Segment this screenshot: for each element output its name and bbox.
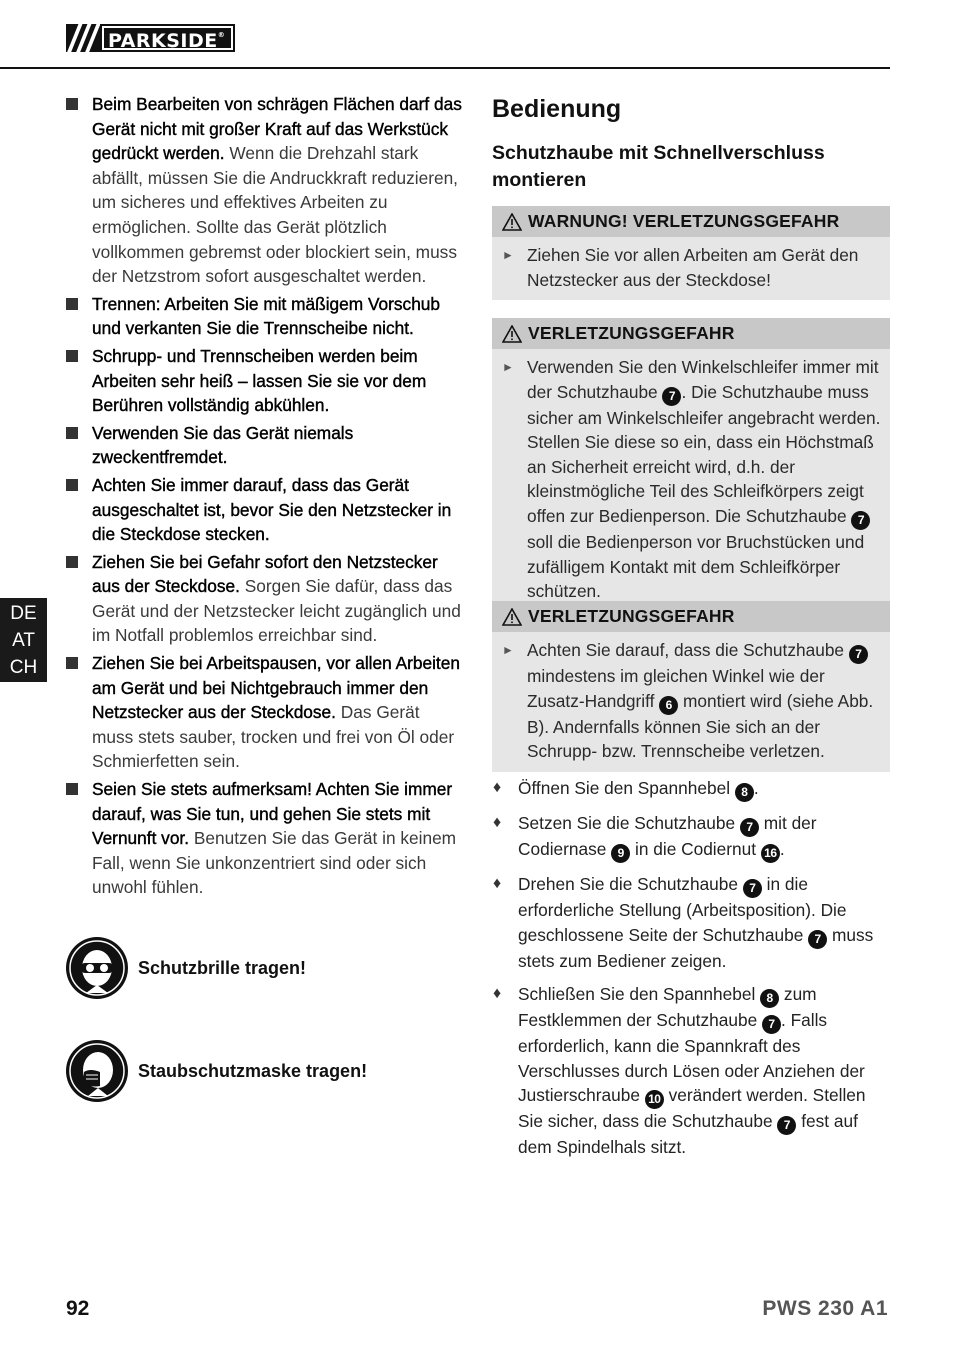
part-number-badge: 7 <box>849 645 868 664</box>
logo-slashes-icon <box>66 24 100 52</box>
part-number-badge: 9 <box>611 844 630 863</box>
list-item: Achten Sie immer darauf, dass das Gerät ausgeschaltet ist, bevor Sie den Netzstecker in die Steckdose stecken. <box>66 473 464 547</box>
step-item: ♦ Drehen Sie die Schutzhaube 7 in die erforderliche Stellung (Arbeitsposition). Die geschlossene Seite der Schutzhaube 7 muss stets zum Bediener zeigen. <box>493 874 874 971</box>
arrow-right-icon: ► <box>502 360 514 374</box>
square-bullet-icon <box>66 479 78 491</box>
warning-title: VERLETZUNGSGEFAHR <box>528 323 735 343</box>
warning-item: ► Verwenden Sie den Winkelschleifer immer mit der Schutzhaube 7 . Die Schutzhaube muss sicher am Winkelschleifer angebracht werden. Stellen Sie diese so ein, dass ein Höchstmaß an Sicherheit erreicht wird, d.h. der kleinstmögliche Teil des Schleifkörpers zeigt offen zur Bedienperson. Die Schutzhaube 7 soll die Bedienperson vor Bruchstücken und zufälligem Kontakt mit dem Schleifkörper schützen. <box>502 357 881 602</box>
list-item: Trennen: Arbeiten Sie mit mäßigem Vorschub und verkanten Sie die Trennscheibe nicht. <box>66 292 464 341</box>
steps-list <box>492 776 890 1169</box>
step-item: ♦ Öffnen Sie den Spannhebel 8 . <box>492 776 890 802</box>
square-bullet-icon <box>66 98 78 110</box>
operation-section <box>492 92 890 194</box>
lang-de: DE <box>10 603 37 624</box>
warning-box <box>492 318 890 612</box>
warning-triangle-icon <box>502 213 522 231</box>
warning-box <box>492 206 890 300</box>
safety-list <box>66 92 464 903</box>
lang-ch: CH <box>9 657 38 678</box>
warning-item: ► Ziehen Sie vor allen Arbeiten am Gerät den Netzstecker aus der Steckdose! <box>502 245 859 290</box>
square-bullet-icon <box>66 556 78 568</box>
square-bullet-icon <box>66 783 78 795</box>
list-item: Schrupp- und Trennscheiben werden beim Arbeiten sehr heiß – lassen Sie sie vor dem Berühren vollständig abkühlen. <box>66 344 464 418</box>
warning-triangle-icon <box>502 608 522 626</box>
registered-mark: ® <box>217 31 226 39</box>
square-bullet-icon <box>66 657 78 669</box>
part-number-badge: 7 <box>743 879 762 898</box>
part-number-badge: 7 <box>808 930 827 949</box>
part-number-badge: 7 <box>762 1015 781 1034</box>
sign-goggles <box>66 937 306 999</box>
parkside-logo <box>66 24 235 52</box>
square-bullet-icon <box>66 427 78 439</box>
section-title: Bedienung <box>492 95 622 123</box>
safety-goggles-icon <box>66 937 128 999</box>
part-number-badge: 7 <box>662 387 681 406</box>
brand-name: PARKSIDE <box>108 30 218 52</box>
list-item: Ziehen Sie bei Gefahr sofort den Netzstecker aus der Steckdose. Sorgen Sie dafür, dass das Gerät und der Netzstecker leicht zugänglich und im Notfall problemlos erreichbar sind. <box>66 550 464 648</box>
list-item: Seien Sie stets aufmerksam! Achten Sie immer darauf, was Sie tun, und gehen Sie stets mit Vernunft vor. Benutzen Sie das Gerät in keinem Fall, wenn Sie unkonzentriert sind oder sich unwohl fühlen. <box>66 777 464 900</box>
part-number-badge: 16 <box>761 844 780 863</box>
sign-label: Staubschutzmaske tragen! <box>138 1060 368 1081</box>
part-number-badge: 6 <box>659 696 678 715</box>
arrow-right-icon: ► <box>502 248 514 262</box>
language-tab <box>0 598 47 682</box>
square-bullet-icon <box>66 298 78 310</box>
square-bullet-icon <box>66 350 78 362</box>
warning-triangle-icon <box>502 325 522 343</box>
list-item: Beim Bearbeiten von schrägen Flächen darf das Gerät nicht mit großer Kraft auf das Werkstück gedrückt werden. Wenn die Drehzahl stark abfällt, müssen Sie die Andruckkraft reduzieren, um sicheres und effektives Arbeiten zu ermöglichen. Sollte das Gerät plötzlich vollkommen gebremst oder blockiert sein, muss der Netzstrom sofort ausgeschaltet werden. <box>66 92 464 289</box>
warning-title: WARNUNG! VERLETZUNGSGEFAHR <box>528 211 840 231</box>
diamond-bullet-icon: ♦ <box>493 779 502 796</box>
step-item: ♦ Setzen Sie die Schutzhaube 7 mit der Codiernase 9 in die Codiernut 16 . <box>492 811 890 863</box>
warning-box <box>492 601 890 772</box>
dust-mask-icon <box>66 1040 128 1102</box>
diamond-bullet-icon: ♦ <box>493 875 502 892</box>
part-number-badge: 7 <box>740 818 759 837</box>
page-number: 92 <box>66 1297 90 1320</box>
part-number-badge: 7 <box>851 511 870 530</box>
list-item: Verwenden Sie das Gerät niemals zweckentfremdet. <box>66 421 464 470</box>
list-item: Ziehen Sie bei Arbeitspausen, vor allen Arbeiten am Gerät und bei Nichtgebrauch immer den Netzstecker aus der Steckdose. Das Gerät muss stets sauber, trocken und frei von Öl oder Schmierfetten sein. <box>66 651 464 774</box>
diamond-bullet-icon: ♦ <box>493 985 502 1003</box>
arrow-right-icon: ► <box>502 643 514 657</box>
section-subtitle: Schutzhaube mit Schnellverschluss montieren <box>492 142 825 191</box>
part-number-badge: 8 <box>760 989 779 1008</box>
diamond-bullet-icon: ♦ <box>493 814 502 831</box>
header-rule <box>0 67 890 69</box>
warning-item: ► Achten Sie darauf, dass die Schutzhaube 7 mindestens im gleichen Winkel wie der Zusatz-Handgriff 6 montiert wird (siehe Abb. B). Andernfalls können Sie sich an der Schrupp- bzw. Trennscheibe verletzen. <box>502 640 874 762</box>
warning-title: VERLETZUNGSGEFAHR <box>528 606 735 626</box>
part-number-badge: 10 <box>645 1090 664 1109</box>
lang-at: AT <box>12 630 35 651</box>
step-item: ♦ Schließen Sie den Spannhebel 8 zum Festklemmen der Schutzhaube 7 . Falls erforderlich, kann die Spannkraft des Verschlusses durch Lösen oder Anziehen der Justierschraube 10 verändert werden. Stellen Sie sicher, dass die Schutzhaube 7 fest auf dem Spindelhals sitzt. <box>493 984 866 1158</box>
model-number: PWS 230 A1 <box>762 1297 888 1320</box>
part-number-badge: 8 <box>735 783 754 802</box>
sign-mask <box>66 1040 367 1102</box>
sign-label: Schutzbrille tragen! <box>138 957 307 978</box>
part-number-badge: 7 <box>777 1116 796 1135</box>
